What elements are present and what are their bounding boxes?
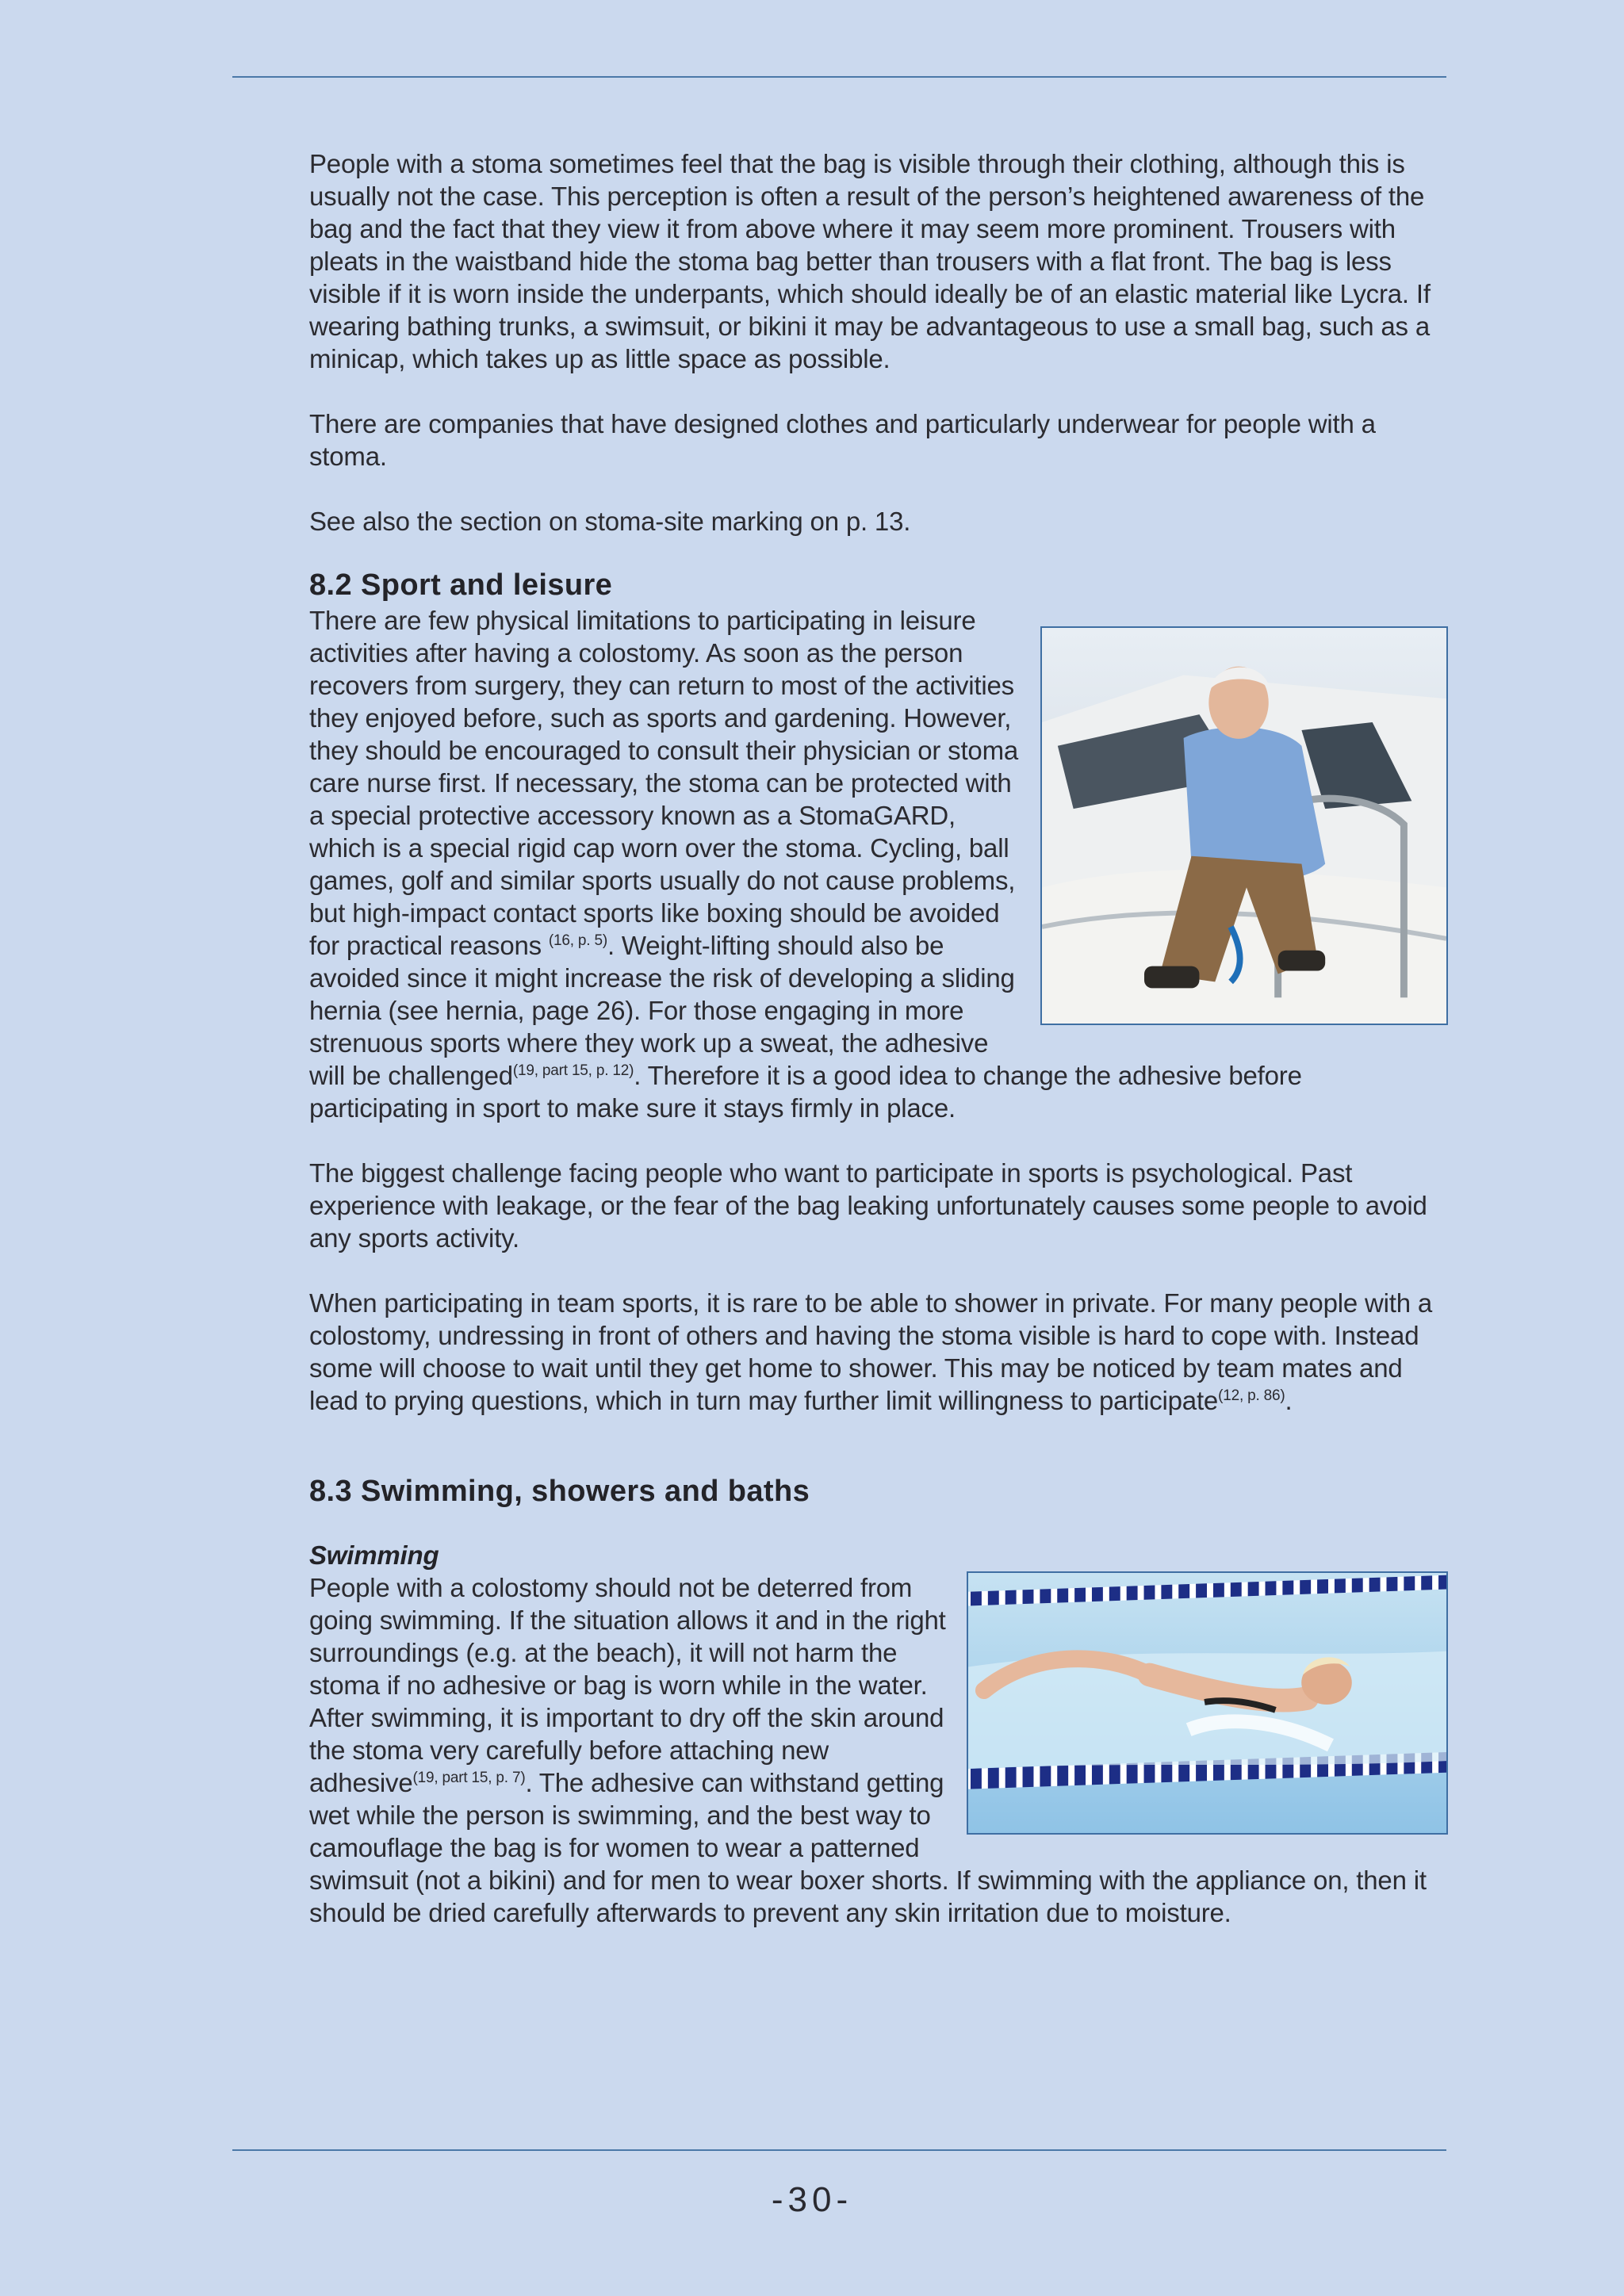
sport-paragraph-3: When participating in team sports, it is rare to be able to shower in private. For many people with a colostomy, undressing in front of others and having the stoma visible is hard to cope with. Instead some will choose to wait until they get home to shower. This may be noticed by team mates and lead to prying questions, which in turn may further limit willingness to participate$^{(12, p. 86)}$. [309,1288,1432,1415]
section-heading-sport: 8.2 Sport and leisure [309,568,613,602]
swimming-paragraph-1: People with a colostomy should not be deterred from going swimming. If the situation allows it and in the right surroundings (e.g. at the beach), it will not harm the stoma if no adhesive or bag is worn while in the water. After swimming, it is important to dry off the skin around the stoma very carefully before attaching new adhesive$^{(19, part 15, p. 7)}$. The adhesive can withstand getting wet while the person is swimming, and the best way to camouflage the bag is for women to wear a patterned swimsuit (not a bikini) and for men to wear boxer shorts. If swimming with the appliance on, then it should be dried carefully afterwards to prevent any skin irritation due to moisture. [309,1573,1427,1927]
citation-19-12: (19, part 15, p. 12) [512,1062,634,1079]
boat-man-photo [1040,626,1448,1025]
intro-paragraph-1: People with a stoma sometimes feel that the bag is visible through their clothing, although this is usually not the case. This perception is often a result of the person’s heightened awareness of the bag and the fact that they view it from above where it may seem more prominent. Trousers with pleats in the waistband hide the stoma bag better than trousers with a flat front. The bag is less visible if it is worn inside the underpants, which should ideally be of an elastic material like Lycra. If wearing bathing trunks, a swimsuit, or bikini it may be advantageous to use a small bag, such as a minicap, which takes up as little space as possible. [309,149,1431,373]
footer-rule [232,2149,1446,2151]
page-content [309,147,1448,1929]
citation-12: (12, p. 86) [1218,1387,1285,1404]
intro-paragraph-2: There are companies that have designed clothes and particularly underwear for people with a stoma. [309,409,1376,471]
swimmer-photo [967,1571,1448,1835]
citation-16: (16, p. 5) [548,932,607,949]
header-rule [232,76,1446,78]
intro-paragraph-3: See also the section on stoma-site marking on p. 13. [309,507,911,536]
section-heading-swimming: 8.3 Swimming, showers and baths [309,1475,810,1508]
citation-19-7: (19, part 15, p. 7) [412,1770,526,1786]
page-number: -30- [771,2180,853,2219]
sport-paragraph-1: There are few physical limitations to participating in leisure activities after having a colostomy. As soon as the person recovers from surgery, they can return to most of the activities they enjoyed before, such as sports and gardening. However, they should be encouraged to consult their physician or stoma care nurse first. If necessary, the stoma can be protected with a special protective accessory known as a StomaGARD, which is a special rigid cap worn over the stoma. Cycling, ball games, golf and similar sports usually do not cause problems, but high-impact contact sports like boxing should be avoided for practical reasons $^{(16, p. 5)}$. Weight-lifting should also be avoided since it might increase the risk of developing a sliding hernia (see hernia, page 26). For those engaging in more strenuous sports where they work up a sweat, the adhesive will be challenged$^{(19, part 15, p. 12)}$. Therefore it is a good idea to change the adhesive before participating in sport to make sure it stays firmly in place. [309,606,1302,1123]
sport-paragraph-2: The biggest challenge facing people who want to participate in sports is psychological. Past experience with leakage, or the fear of the bag leaking unfortunately causes some people to avoid any sports activity. [309,1158,1427,1253]
subheading-swimming: Swimming [309,1540,439,1570]
